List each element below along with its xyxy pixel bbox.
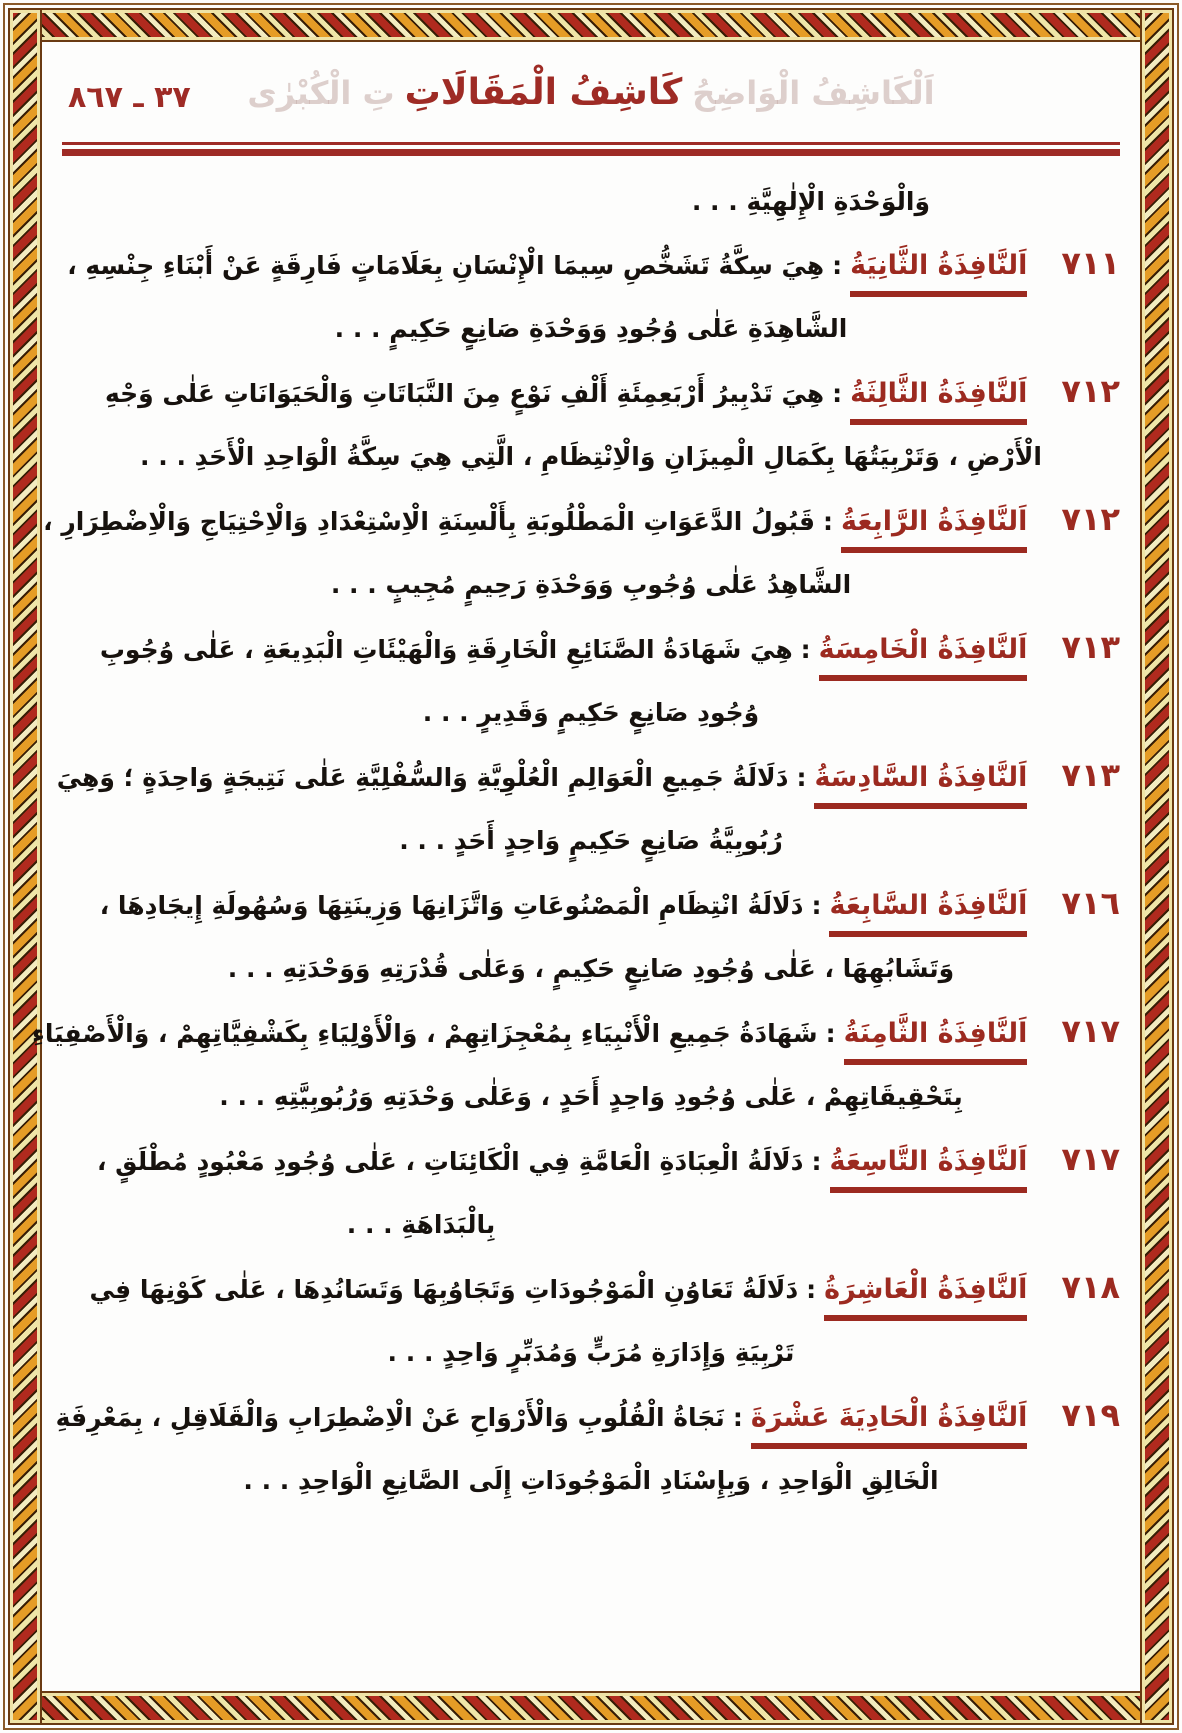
entry-continuation: الْخَالِقِ الْوَاحِدِ ، وَبِإِسْنَادِ الْمَوْجُودَاتِ إِلَى الصَّانِعِ الْوَاحِدِ . . . <box>243 1466 939 1495</box>
entry-colon: : <box>806 1275 817 1304</box>
entry-number: ٧١٨ <box>1061 1268 1120 1306</box>
entry-number: ٧١٧ <box>1061 1140 1120 1178</box>
entry-first-line <box>62 1256 1120 1321</box>
entry-continuation: وُجُودِ صَانِعٍ حَكِيمٍ وَقَدِيرٍ . . . <box>422 698 760 727</box>
entry-number: ٧١٢ <box>1061 372 1120 410</box>
entry-title: اَلنَّافِذَةُ السَّابِعَةُ <box>829 886 1027 937</box>
entry-717a <box>32 1000 1120 1128</box>
entry-title: اَلنَّافِذَةُ الثَّانِيَةُ <box>850 246 1027 297</box>
entry-first-line <box>62 232 1120 297</box>
entry-text: دَلَالَةُ تَعَاوُنِ الْمَوْجُودَاتِ وَتَجَاوُبِهَا وَتَسَانُدِهَا ، عَلٰى كَوْنِهَا فِي <box>89 1275 799 1304</box>
entry-text: قَبُولُ الدَّعَوَاتِ الْمَطْلُوبَةِ بِأَلْسِنَةِ الْاِسْتِعْدَادِ وَالْاِحْتِيَاجِ وَالْاِضْطِرَارِ ، <box>43 507 816 536</box>
frame-border-top <box>8 8 1174 42</box>
entry-first-line <box>55 1384 1120 1449</box>
entry-712a <box>62 360 1120 488</box>
entry-colon: : <box>832 251 843 280</box>
entry-text: دَلَالَةُ انْتِظَامِ الْمَصْنُوعَاتِ وَاتَّزَانِهَا وَزِينَتِهَا وَسُهُولَةِ إِيجَادِهَا ، <box>99 891 804 920</box>
entry-colon: : <box>811 891 822 920</box>
entry-title: اَلنَّافِذَةُ الرَّابِعَةُ <box>841 502 1027 553</box>
entry-number: ٧١٣ <box>1061 628 1120 666</box>
entry-colon: : <box>823 507 834 536</box>
header-rule-thick <box>62 149 1120 156</box>
entry-number: ٧١٢ <box>1061 500 1120 538</box>
entry-719 <box>55 1384 1120 1512</box>
entry-text: هِيَ سِكَّةُ تَشَخُّصِ سِيمَا الْإِنْسَانِ بِعَلَامَاتٍ فَارِقَةٍ عَنْ أَبْنَاءِ جِنْسِهِ ، <box>67 251 825 280</box>
entry-711 <box>62 232 1120 360</box>
entry-continuation: بِالْبَدَاهَةِ . . . <box>346 1210 496 1239</box>
entry-713b <box>56 744 1120 872</box>
entry-716 <box>62 872 1120 1000</box>
entry-text: هِيَ تَدْبِيرُ أَرْبَعِمِئَةِ أَلْفِ نَوْعٍ مِنَ النَّبَاتَاتِ وَالْحَيَوَانَاتِ عَلٰى وَجْهِ <box>104 379 825 408</box>
frame-border-bottom <box>8 1691 1174 1725</box>
entry-colon: : <box>825 1019 836 1048</box>
entry-colon: : <box>811 1147 822 1176</box>
entry-continuation: الْأَرْضِ ، وَتَرْبِيَتُهَا بِكَمَالِ الْمِيزَانِ وَالْاِنْتِظَامِ ، الَّتِي هِيَ سِكَّةُ الْوَاحِدِ الْأَحَدِ . . . <box>140 442 1042 471</box>
entry-title: اَلنَّافِذَةُ التَّاسِعَةُ <box>830 1142 1028 1193</box>
entry-first-line <box>62 360 1120 425</box>
entry-title: اَلنَّافِذَةُ الْحَادِيَةَ عَشْرَةَ <box>751 1398 1028 1449</box>
entry-continuation: الشَّاهِدَةِ عَلٰى وُجُودِ وَوَحْدَةِ صَانِعٍ حَكِيمٍ . . . <box>334 314 848 343</box>
entry-number: ٧١٦ <box>1061 884 1120 922</box>
frame-border-right <box>1140 8 1174 1725</box>
entry-colon: : <box>732 1403 743 1432</box>
body-text <box>32 172 1120 1512</box>
entry-continuation: وَتَشَابُهِهَا ، عَلٰى وُجُودِ صَانِعٍ حَكِيمٍ ، وَعَلٰى قُدْرَتِهِ وَوَحْدَتِهِ . . . <box>227 954 955 983</box>
entry-continuation: بِتَحْقِيقَاتِهِمْ ، عَلٰى وُجُودِ وَاحِدٍ أَحَدٍ ، وَعَلٰى وَحْدَتِهِ وَرُبُوبِيَّتِهِ . . . <box>219 1082 963 1111</box>
entry-title: اَلنَّافِذَةُ الْخَامِسَةُ <box>819 630 1028 681</box>
page-title: كَاشِفُ الْمَقَالَاتِ <box>404 72 683 113</box>
entry-first-line <box>62 872 1120 937</box>
page-header <box>62 66 1120 138</box>
entry-title: اَلنَّافِذَةُ السَّادِسَةُ <box>814 758 1027 809</box>
entry-first-line <box>62 1128 1120 1193</box>
frame-border-left <box>8 8 42 1725</box>
entry-title: اَلنَّافِذَةُ الْعَاشِرَةُ <box>824 1270 1027 1321</box>
header-rule <box>62 142 1120 156</box>
entry-colon: : <box>800 635 811 664</box>
entry-title: اَلنَّافِذَةُ الثَّامِنَةُ <box>844 1014 1028 1065</box>
entry-number: ٧١٩ <box>1061 1396 1120 1434</box>
entry-number: ٧١١ <box>1061 244 1120 282</box>
opening-line: وَالْوَحْدَةِ الْإِلٰهِيَّةِ . . . <box>691 187 930 216</box>
entry-718 <box>62 1256 1120 1384</box>
entry-continuation: تَرْبِيَةِ وَإِدَارَةِ مُرَبٍّ وَمُدَبِّرٍ وَاحِدٍ . . . <box>387 1338 795 1367</box>
entry-number: ٧١٧ <box>1061 1012 1120 1050</box>
page-content <box>32 66 1120 1681</box>
entry-713a <box>62 616 1120 744</box>
entry-colon: : <box>796 763 807 792</box>
entry-colon: : <box>832 379 843 408</box>
entry-title: اَلنَّافِذَةُ الثَّالِثَةُ <box>850 374 1027 425</box>
page-numbers: ٣٧ ـ ٨٦٧ <box>68 80 191 115</box>
title-row <box>62 72 1120 113</box>
entry-first-line <box>56 744 1120 809</box>
entry-717b <box>62 1128 1120 1256</box>
entry-text: دَلَالَةُ جَمِيعِ الْعَوَالِمِ الْعُلْوِيَّةِ وَالسُّفْلِيَّةِ عَلٰى نَتِيجَةٍ وَاحِدَةٍ ؛ وَهِيَ <box>56 763 789 792</box>
entry-text: شَهَادَةُ جَمِيعِ الْأَنْبِيَاءِ بِمُعْجِزَاتِهِمْ ، وَالْأَوْلِيَاءِ بِكَشْفِيَّاتِهِمْ ، وَالْأَصْفِيَاءِ <box>32 1019 818 1048</box>
watermark-right: اَلْكَاشِفُ الْوَاضِحُ <box>692 74 935 112</box>
entry-continuation: الشَّاهِدُ عَلٰى وُجُوبِ وَوَحْدَةِ رَحِيمٍ مُجِيبٍ . . . <box>330 570 852 599</box>
entry-text: دَلَالَةُ الْعِبَادَةِ الْعَامَّةِ فِي الْكَائِنَاتِ ، عَلٰى وُجُودِ مَعْبُودٍ مُطْلَقٍ ، <box>96 1147 804 1176</box>
entry-first-line <box>32 1000 1120 1065</box>
header-rule-thin <box>62 142 1120 145</box>
entry-text: نَجَاةُ الْقُلُوبِ وَالْأَرْوَاحِ عَنْ الْاِضْطِرَابِ وَالْقَلَاقِلِ ، بِمَعْرِفَةِ <box>55 1403 725 1432</box>
entry-712b <box>43 488 1120 616</box>
entry-number: ٧١٣ <box>1061 756 1120 794</box>
entry-first-line <box>62 616 1120 681</box>
entry-text: هِيَ شَهَادَةُ الصَّنَائِعِ الْخَارِقَةِ وَالْهَيْئَاتِ الْبَدِيعَةِ ، عَلٰى وُجُوبِ <box>99 635 793 664</box>
entry-first-line <box>43 488 1120 553</box>
watermark-left: تِ الْكُبْرٰى <box>247 74 395 112</box>
entry-continuation: رُبُوبِيَّةُ صَانِعٍ حَكِيمٍ وَاحِدٍ أَحَدٍ . . . <box>399 826 783 855</box>
